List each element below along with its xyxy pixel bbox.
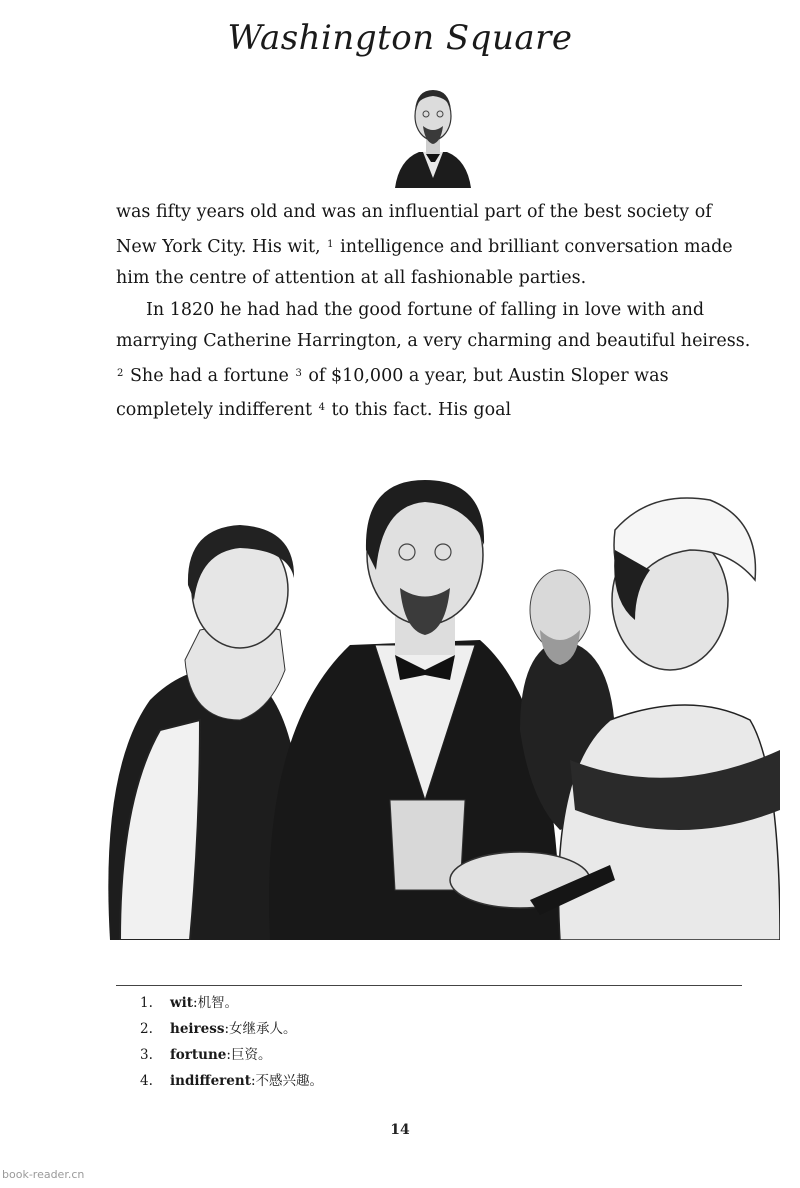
footnote-rule [116,985,742,986]
ballroom-illustration [90,470,780,940]
footnote-ref: 2 [117,367,124,379]
footnote-item: 1. wit : 机智。 [140,995,239,1011]
footnotes [140,990,740,1094]
page-number: 14 [390,1122,410,1138]
footnote-ref: 3 [295,367,302,379]
footnote-item: 4. indifferent : 不感兴趣。 [140,1073,323,1089]
watermark: book-reader.cn [2,1168,85,1181]
portrait-vignette [393,82,473,188]
footnote-item: 3. fortune : 巨资。 [140,1047,272,1063]
footnote-item: 2. heiress : 女继承人。 [140,1021,297,1037]
footnote-ref: 4 [318,402,325,413]
paragraph-2: In 1820 he had had the good fortune of falling in love with and marrying Catherine Harrington, a very charming and beautiful heiress. $^2$ She had a fortune $^3$ of $10,000 a year, but Austin Sloper was completely indifferent $^4$ to this fact. His goal [116,299,751,420]
body-text [116,197,756,427]
footnote-ref: 1 [327,238,334,250]
page-title: Washington Square [227,18,573,58]
paragraph-1: was fifty years old and was an influential part of the best society of New York City. His wit, $^1$ intelligence and brilliant conversation made him the centre of attention at all fashionable parties. [116,202,733,288]
